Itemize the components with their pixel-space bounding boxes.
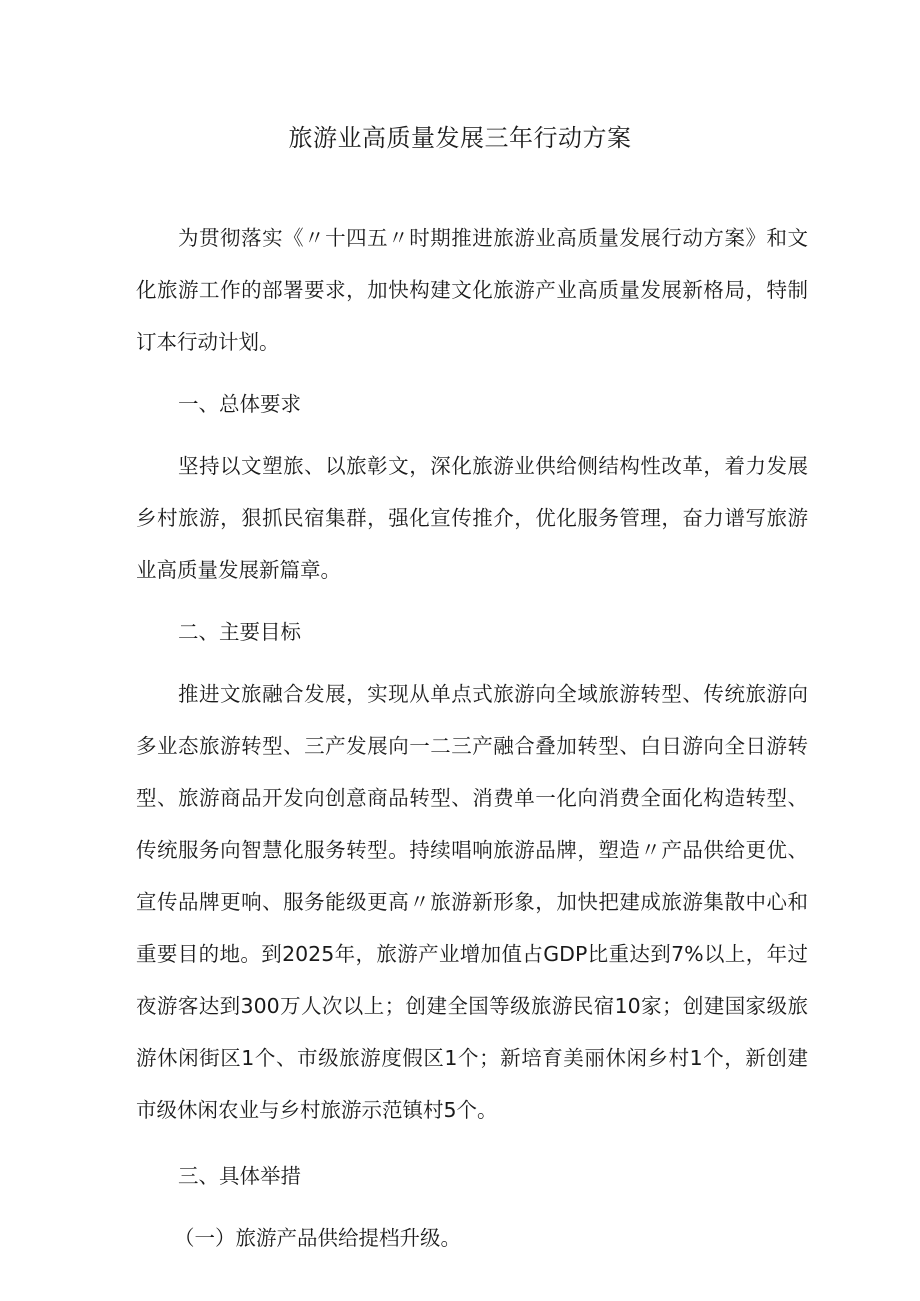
document-body [136, 212, 808, 1264]
subsection-heading-product-supply: （一）旅游产品供给提档升级。 [174, 1226, 461, 1250]
intro-paragraph: 为贯彻落实《〃十四五〃时期推进旅游业高质量发展行动方案》和文化旅游工作的部署要求，加快构建文化旅游产业高质量发展新格局，特制订本行动计划。 [136, 226, 808, 354]
section-heading-general-requirements: 一、总体要求 [178, 392, 301, 416]
section-paragraph-main-goals: 推进文旅融合发展，实现从单点式旅游向全域旅游转型、传统旅游向多业态旅游转型、三产发展向一二三产融合叠加转型、白日游向全日游转型、旅游商品开发向创意商品转型、消费单一化向消费全面化构造转型、传统服务向智慧化服务转型。持续唱响旅游品牌，塑造〃产品供给更优、宣传品牌更响、服务能级更高〃旅游新形象，加快把建成旅游集散中心和重要目的地。到2025年，旅游产业增加值占GDP比重达到7%以上，年过夜游客达到300万人次以上；创建全国等级旅游民宿10家；创建国家级旅游休闲街区1个、市级旅游度假区1个；新培育美丽休闲乡村1个，新创建市级休闲农业与乡村旅游示范镇村5个。 [136, 682, 808, 1122]
section-heading-specific-measures: 三、具体举措 [178, 1164, 301, 1188]
document-title: 旅游业高质量发展三年行动方案 [288, 124, 632, 152]
section-heading-main-goals: 二、主要目标 [178, 620, 301, 644]
section-paragraph-general-requirements: 坚持以文塑旅、以旅彰文，深化旅游业供给侧结构性改革，着力发展乡村旅游，狠抓民宿集群，强化宣传推介，优化服务管理，奋力谱写旅游业高质量发展新篇章。 [136, 454, 808, 582]
